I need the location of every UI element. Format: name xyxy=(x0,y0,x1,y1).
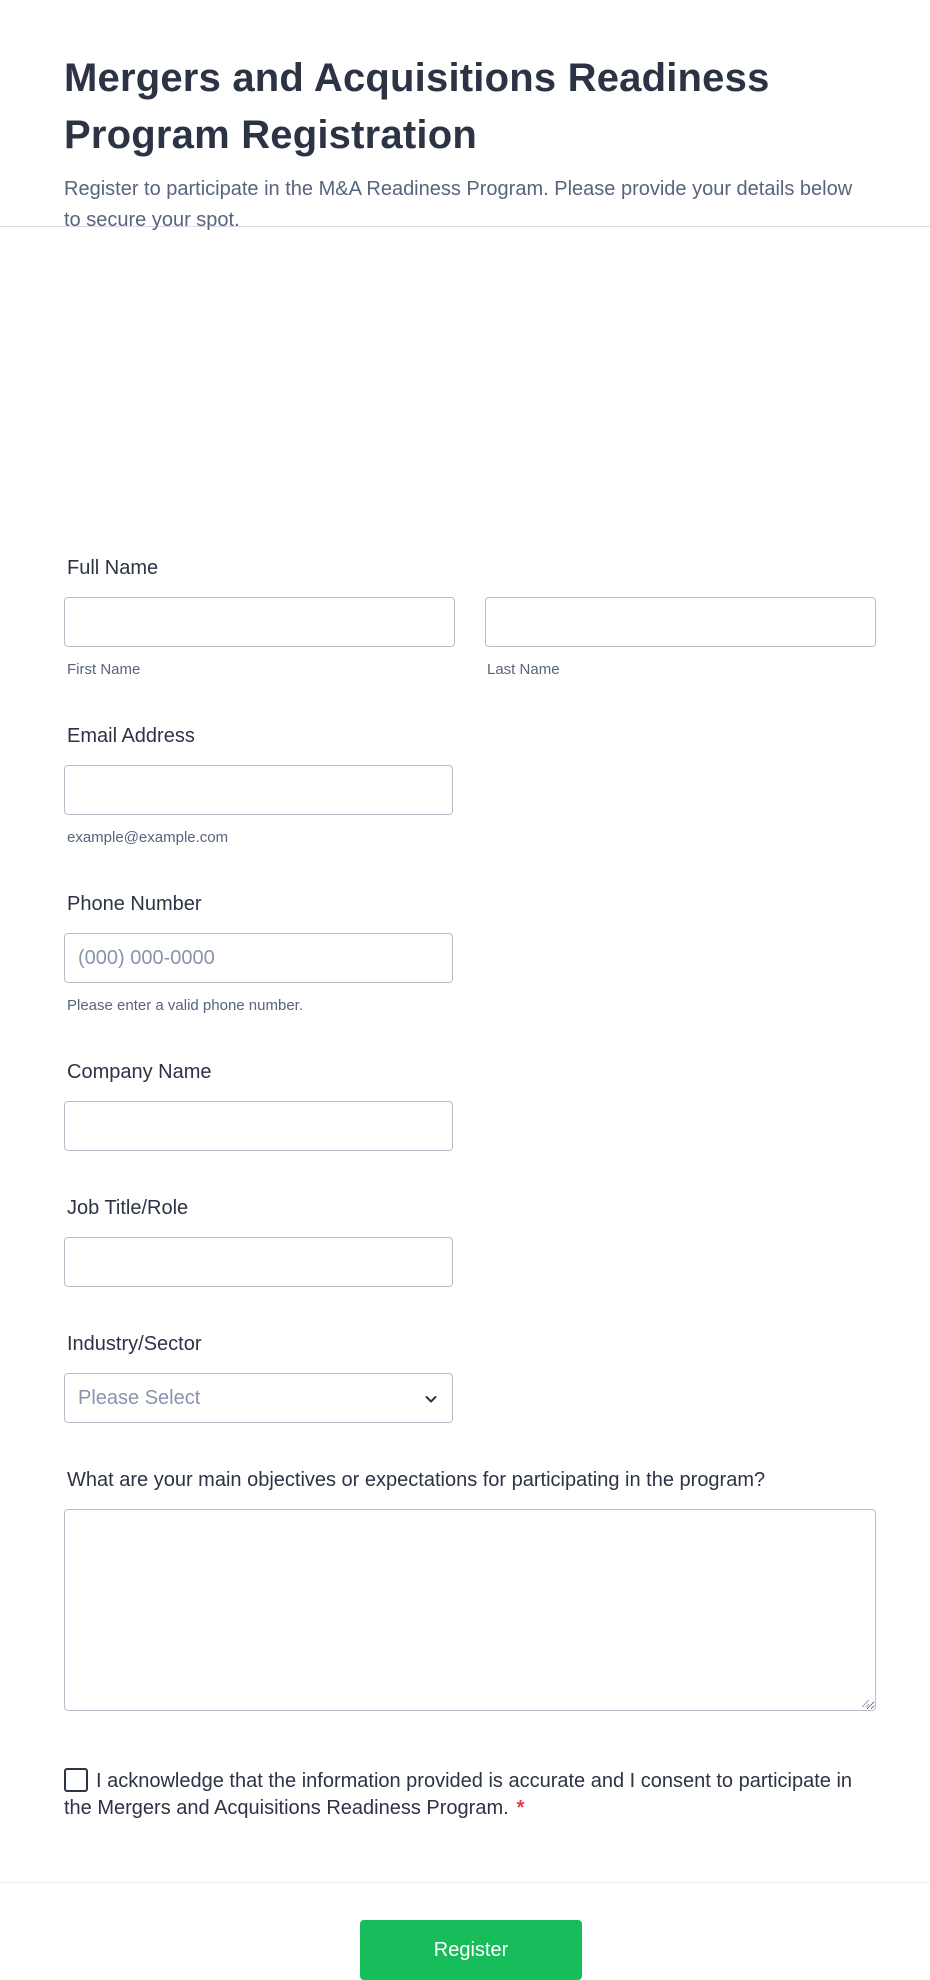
required-asterisk: * xyxy=(516,1797,525,1819)
job-title-label: Job Title/Role xyxy=(67,1197,189,1219)
objectives-label: What are your main objectives or expectations for participating in the program? xyxy=(67,1469,766,1491)
phone-label: Phone Number xyxy=(67,893,202,915)
consent-text: I acknowledge that the information provided is accurate and I consent to participate in the Mergers and Acquisitions Readiness Program. xyxy=(64,1770,853,1819)
industry-select-value: Please Select xyxy=(78,1386,201,1409)
company-label: Company Name xyxy=(67,1061,212,1083)
objectives-textarea[interactable] xyxy=(64,1509,876,1711)
form-header xyxy=(0,0,930,231)
last-name-sublabel: Last Name xyxy=(487,661,560,678)
consent-row xyxy=(64,1768,864,1822)
email-sublabel: example@example.com xyxy=(67,829,229,846)
company-input[interactable] xyxy=(64,1101,453,1151)
email-field[interactable] xyxy=(64,765,453,815)
last-name-input[interactable] xyxy=(485,597,876,647)
phone-input[interactable] xyxy=(64,933,453,983)
resize-handle-icon[interactable] xyxy=(860,1695,870,1705)
register-button[interactable]: Register xyxy=(360,1920,582,1980)
page-subtitle: Register to participate in the M&A Readiness Program. Please provide your details below to secure your spot. xyxy=(64,178,853,231)
consent-checkbox[interactable] xyxy=(64,1768,88,1792)
job-title-input[interactable] xyxy=(64,1237,453,1287)
first-name-sublabel: First Name xyxy=(67,661,141,678)
email-label: Email Address xyxy=(67,725,195,747)
footer-divider xyxy=(0,1882,930,1883)
industry-select[interactable] xyxy=(64,1373,453,1423)
full-name-label: Full Name xyxy=(67,557,159,579)
phone-sublabel: Please enter a valid phone number. xyxy=(67,997,303,1014)
page-title: Mergers and Acquisitions Readiness Program Registration xyxy=(64,56,770,157)
chevron-down-icon xyxy=(423,1390,439,1406)
first-name-input[interactable] xyxy=(64,597,455,647)
industry-label: Industry/Sector xyxy=(67,1333,202,1355)
